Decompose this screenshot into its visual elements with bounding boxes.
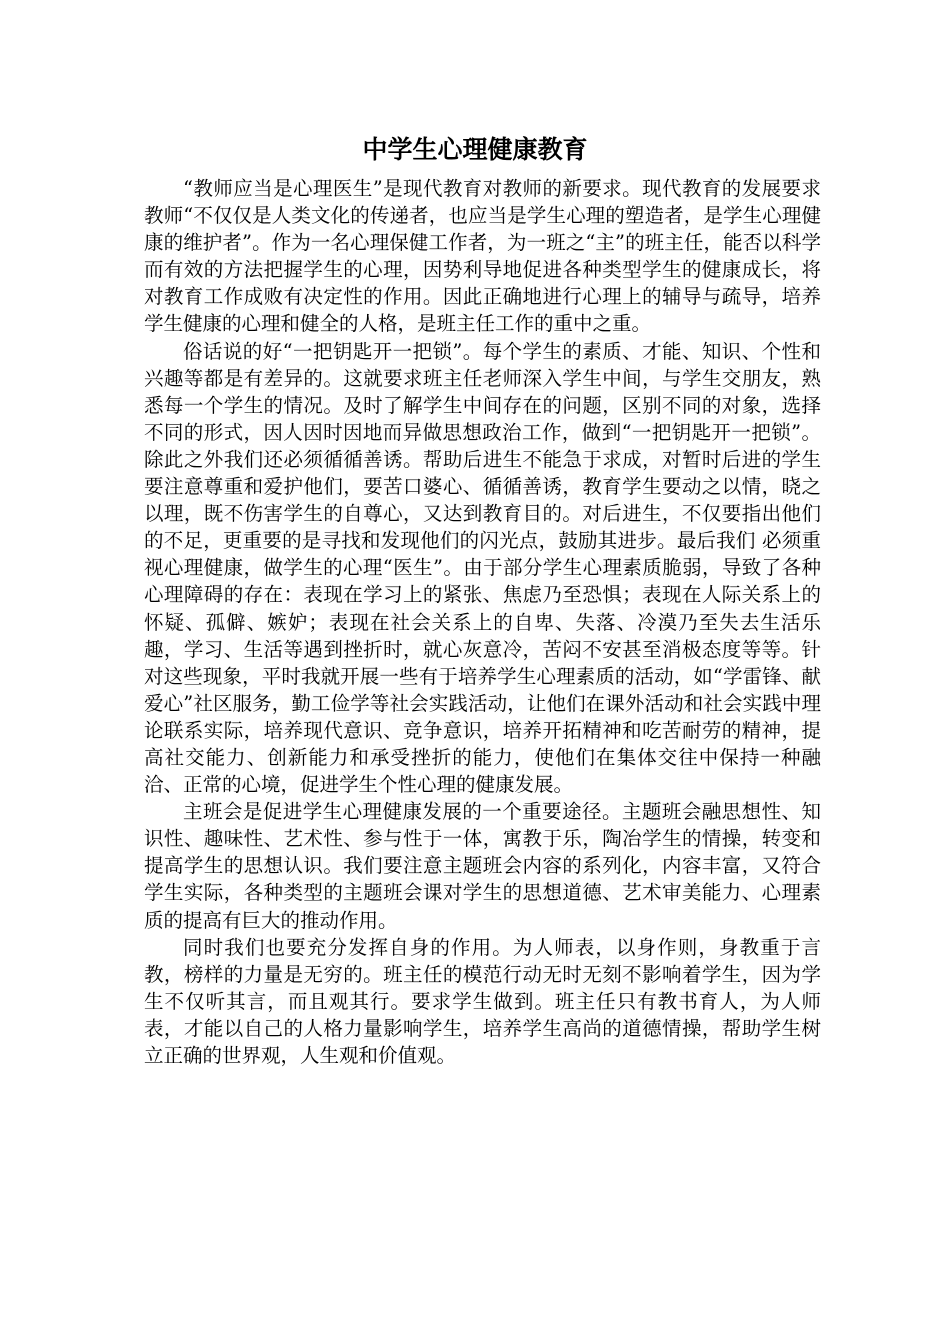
document-body	[144, 175, 821, 1069]
paragraph-2: 俗话说的好“一把钥匙开一把锁”。每个学生的素质、才能、知识、个性和兴趣等都是有差异的。这就要求班主任老师深入学生中间，与学生交朋友，熟悉每一个学生的情况。及时了解学生中间存在的问题，区别不同的对象，选择不同的形式，因人因时因地而异做思想政治工作，做到“一把钥匙开一把锁”。除此之外我们还必须循循善诱。帮助后进生不能急于求成，对暂时后进的学生要注意尊重和爱护他们，要苦口婆心、循循善诱，教育学生要动之以情，晓之以理，既不伤害学生的自尊心，又达到教育目的。对后进生，不仅要指出他们的不足，更重要的是寻找和发现他们的闪光点，鼓励其进步。最后我们 必须重视心理健康，做学生的心理“医生”。由于部分学生心理素质脆弱，导致了各种心理障碍的存在：表现在学习上的紧张、焦虑乃至恐惧；表现在人际关系上的怀疑、孤僻、嫉妒；表现在社会关系上的自卑、失落、冷漠乃至失去生活乐趣，学习、生活等遇到挫折时，就心灰意冷，苦闷不安甚至消极态度等等。针对这些现象，平时我就开展一些有于培养学生心理素质的活动，如“学雷锋、献爱心”社区服务，勤工俭学等社会实践活动，让他们在课外活动和社会实践中理论联系实际，培养现代意识、竞争意识，培养开拓精神和吃苦耐劳的精神，提高社交能力、创新能力和承受挫折的能力，使他们在集体交往中保持一种融洽、正常的心境，促进学生个性心理的健康发展。	[144, 339, 821, 797]
paragraph-4: 同时我们也要充分发挥自身的作用。为人师表，以身作则，身教重于言教，榜样的力量是无穷的。班主任的模范行动无时无刻不影响着学生，因为学生不仅听其言，而且观其行。要求学生做到。班主任只有教书育人，为人师表，才能以自己的人格力量影响学生，培养学生高尚的道德情操，帮助学生树立正确的世界观，人生观和价值观。	[144, 935, 821, 1067]
paragraph-1: “教师应当是心理医生”是现代教育对教师的新要求。现代教育的发展要求教师“不仅仅是人类文化的传递者，也应当是学生心理的塑造者，是学生心理健康的维护者”。作为一名心理保健工作者，为一班之“主”的班主任，能否以科学而有效的方法把握学生的心理，因势利导地促进各种类型学生的健康成长，将对教育工作成败有决定性的作用。因此正确地进行心理上的辅导与疏导，培养学生健康的心理和健全的人格，是班主任工作的重中之重。	[144, 177, 821, 336]
paragraph-3: 主班会是促进学生心理健康发展的一个重要途径。主题班会融思想性、知识性、趣味性、艺术性、参与性于一体，寓教于乐，陶冶学生的情操，转变和提高学生的思想认识。我们要注意主题班会内容的系列化，内容丰富，又符合学生实际，各种类型的主题班会课对学生的思想道德、艺术审美能力、心理素质的提高有巨大的推动作用。	[144, 800, 821, 932]
document-title: 中学生心理健康教育	[362, 135, 588, 164]
